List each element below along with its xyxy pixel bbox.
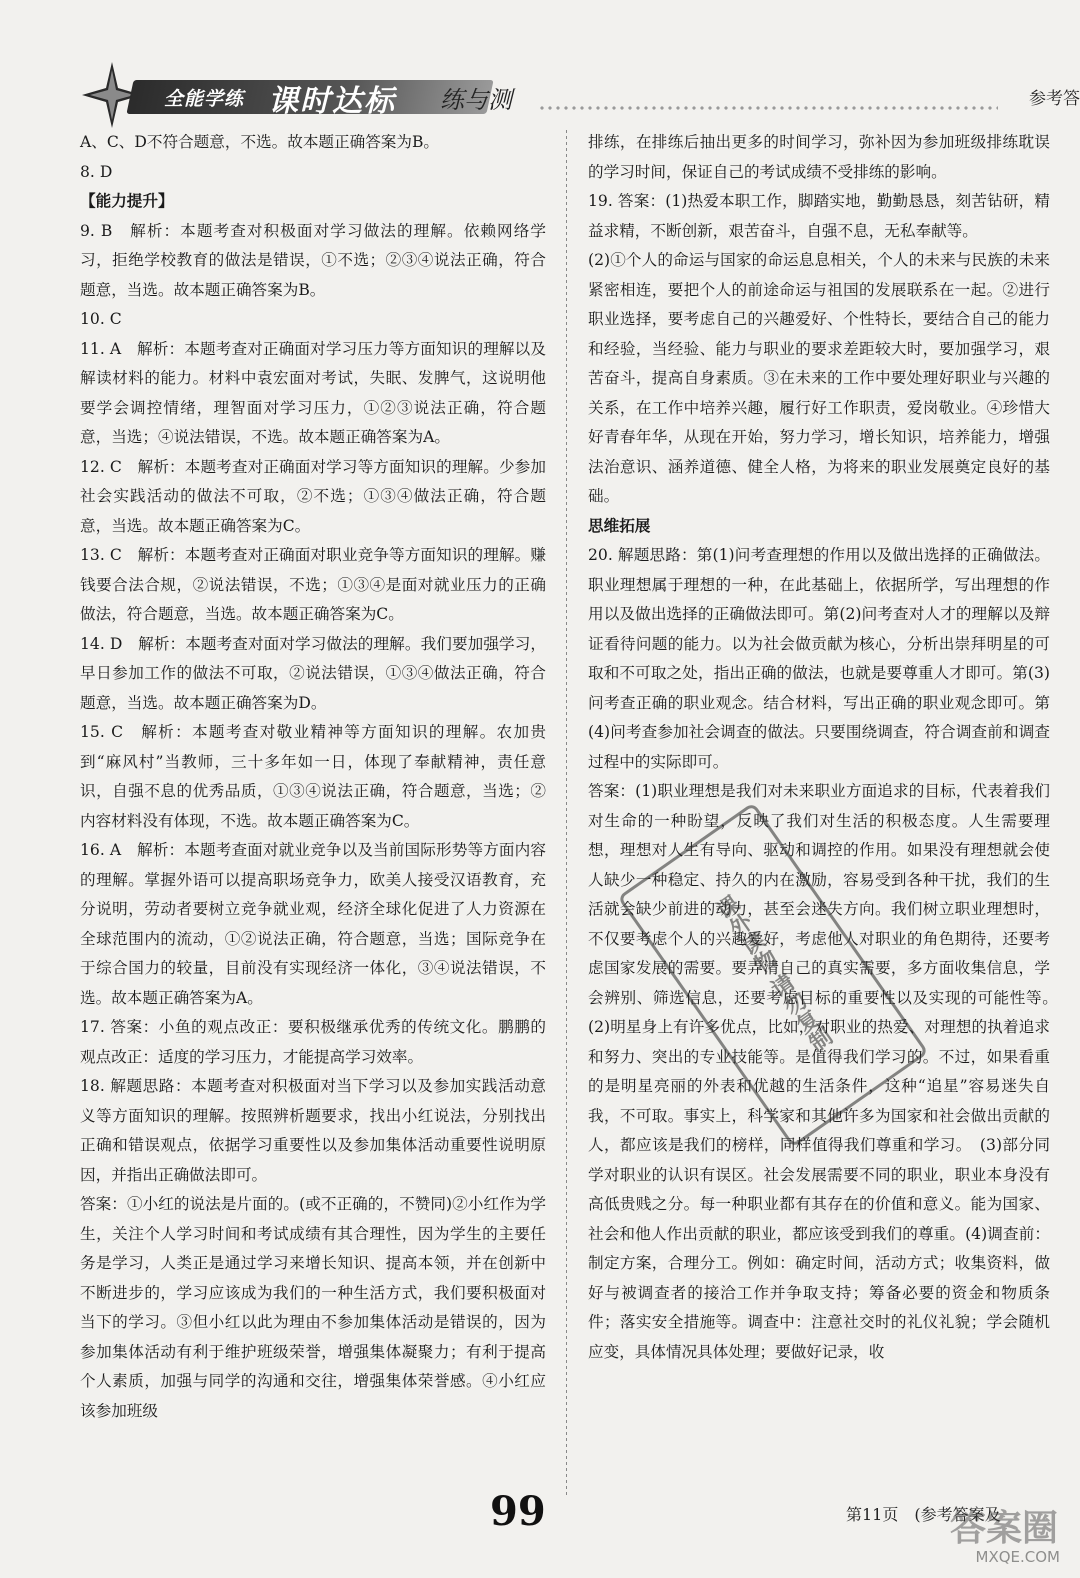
stamp-text: 课外读物 请勿复制 <box>709 891 836 1057</box>
brand-title: 课时达标 <box>268 84 396 119</box>
right-column <box>588 128 1066 1367</box>
page-number: 99 <box>490 1488 546 1535</box>
answer-paragraph: 11. A 解析：本题考查对正确面对学习压力等方面知识的理解以及解读材料的能力。材料中袁宏面对考试，失眠、发脾气，这说明他要学会调控情绪，理智面对学习压力，①②③说法正确，符合题意，当选；④说法错误，不选。故本题正确答案为A。 <box>80 339 546 446</box>
answer-paragraph: 15. C 解析：本题考查对敬业精神等方面知识的理解。农加贵到“麻风村”当教师，三十多年如一日，体现了奉献精神，责任意识，自强不息的优秀品质，①③④说法正确，符合题意，当选；②内容材料没有体现，不选。故本题正确答案为C。 <box>80 723 546 830</box>
answer-paragraph: 答案：①小红的说法是片面的。(或不正确的，不赞同)②小红作为学生，关注个人学习时间和考试成绩有其合理性，因为学生的主要任务是学习，人类正是通过学习来增长知识、提高本领，并在创新中不断进步的，学习应该成为我们的一种生活方式，我们要积极面对当下的学习。③但小红以此为理由不参加集体活动是错误的，因为参加集体活动有利于维护班级荣誉，增强集体凝聚力；有利于提高个人素质，加强与同学的沟通和交往，增强集体荣誉感。④小红应该参加班级 <box>80 1195 546 1420</box>
answer-paragraph: 8. D <box>80 162 113 181</box>
answer-paragraph: 14. D 解析：本题考查对面对学习做法的理解。我们要加强学习，早日参加工作的做法不可取，②说法错误，①③④做法正确，符合题意，当选。故本题正确答案为D。 <box>80 634 546 712</box>
left-column <box>80 128 546 1426</box>
site-watermark <box>890 1500 1070 1570</box>
brand-tag: 练与测 <box>440 86 512 114</box>
section-heading: 思维拓展 <box>588 516 651 535</box>
answer-paragraph: 13. C 解析：本题考查对正确面对职业竞争等方面知识的理解。赚钱要合法合规，②说法错误，不选；①③④是面对就业压力的正确做法，符合题意，当选。故本题正确答案为C。 <box>80 546 546 623</box>
answer-paragraph: A、C、D不符合题意，不选。故本题正确答案为B。 <box>80 133 440 151</box>
answer-paragraph: 20. 解题思路：第(1)问考查理想的作用以及做出选择的正确做法。职业理想属于理想的一种，在此基础上，依据所学，写出理想的作用以及做出选择的正确做法即可。第(2)问考查对人才的理解以及辩证看待问题的能力。以为社会做贡献为核心，分析出崇拜明星的可取和不可取之处，指出正确的做法，也就是要尊重人才即可。第(3)问考查正确的职业观念。结合材料，写出正确的职业观念即可。第(4)问考查参加社会调查的做法。只要围绕调查，符合调查前和调查过程中的实际即可。 <box>588 546 1050 771</box>
answer-paragraph: (2)①个人的命运与国家的命运息息相关，个人的未来与民族的未来紧密相连，要把个人的前途命运与祖国的发展联系在一起。②进行职业选择，要考虑自己的兴趣爱好、个性特长，要结合自己的能力和经验，当经验、能力与职业的要求差距较大时，要加强学习，艰苦奋斗，提高自身素质。③在未来的工作中要处理好职业与兴趣的关系，在工作中培养兴趣，履行好工作职责，爱岗敬业。④珍惜大好青春年华，从现在开始，努力学习，增长知识，培养能力，增强法治意识、涵养道德、健全人格，为将来的职业发展奠定良好的基础。 <box>588 251 1050 505</box>
answer-paragraph: 10. C <box>80 310 122 328</box>
page-header <box>70 62 1080 134</box>
header-dotted-rule <box>538 106 998 110</box>
brand-name: 全能学练 <box>164 88 245 110</box>
watermark-url: MXQE.COM <box>975 1548 1060 1566</box>
answer-paragraph: 9. B 解析：本题考查对积极面对学习做法的理解。依赖网络学习，拒绝学校教育的做法是错误，①不选；②③④说法正确，符合题意，当选。故本题正确答案为B。 <box>80 221 546 299</box>
answer-paragraph: 答案：(1)职业理想是我们对未来职业方面追求的目标，代表着我们对生命的一种盼望，反映了我们对生活的积极态度。人生需要理想，理想对人生有导向、驱动和调控的作用。如果没有理想就会使人缺少一种稳定、持久的内在激励，容易受到各种干扰，我们的生活就会缺少前进的动力，甚至会迷失方向。我们树立职业理想时，不仅要考虑个人的兴趣爱好，考虑他人对职业的角色期待，还要考虑国家发展的需要。要弄清自己的真实需要，多方面收集信息，学会辨别、筛选信息，还要考虑目标的重要性以及实现的可能性等。 (2)明星身上有许多优点，比如，对职业的热爱、对理想的执着追求和努力、突出的专业技能等。是值得我们学习的。不过，如果看重的是明星亮丽的外表和优越的生活条件，这种“追星”容易迷失自我，不可取。事实上，科学家和其他许多为国家和社会做出贡献的人，都应该是我们的榜样，同样值得我们尊重和学习。 (3)部分同学对职业的认识有误区。社会发展需要不同的职业，职业本身没有高低贵贱之分。每一种职业都有其存在的价值和意义。能为国家、社会和他人作出贡献的职业，都应该受到我们的尊重。(4)调查前：制定方案，合理分工。例如：确定时间，活动方式；收集资料，做好与被调查者的接洽工作并争取支持；筹备必要的资金和物质条件；落实安全措施等。调查中：注意社交时的礼仪礼貌；学会随机应变，具体情况具体处理；要做好记录，收 <box>588 782 1066 1361</box>
answer-paragraph: 19. 答案：(1)热爱本职工作，脚踏实地，勤勤恳恳，刻苦钻研，精益求精，不断创新，艰苦奋斗，自强不息，无私奉献等。 <box>588 192 1050 240</box>
column-divider <box>566 130 567 1495</box>
header-section-label: 参考答 <box>1023 84 1080 109</box>
watermark-logo: 答案圈 <box>949 1508 1058 1549</box>
answer-paragraph: 18. 解题思路：本题考查对积极面对当下学习以及参加实践活动意义等方面知识的理解。按照辨析题要求，找出小红说法，分别找出正确和错误观点，依据学习重要性以及参加集体活动重要性说明原因，并指出正确做法即可。 <box>80 1077 546 1184</box>
answer-paragraph: 排练，在排练后抽出更多的时间学习，弥补因为参加班级排练耽误的学习时间，保证自己的考试成绩不受排练的影响。 <box>588 133 1050 181</box>
answer-paragraph: 17. 答案：小鱼的观点改正：要积极继承优秀的传统文化。鹏鹏的观点改正：适度的学习压力，才能提高学习效率。 <box>80 1018 546 1066</box>
section-heading: 【能力提升】 <box>80 192 174 210</box>
answer-paragraph: 12. C 解析：本题考查对正确面对学习等方面知识的理解。少参加社会实践活动的做法不可取，②不选；①③④做法正确，符合题意，当选。故本题正确答案为C。 <box>80 457 546 535</box>
answer-paragraph: 16. A 解析：本题考查面对就业竞争以及当前国际形势等方面内容的理解。掌握外语可以提高职场竞争力，欧美人接受汉语教育，充分说明，劳动者要树立竞争就业观，经济全球化促进了人力资源在全球范围内的流动，①②说法正确，符合题意，当选；国际竞争在于综合国力的较量，目前没有实现经济一体化，③④说法错误，不选。故本题正确答案为A。 <box>80 841 546 1007</box>
footer-page-label: 第11页 (参考答案及 <box>846 1505 1001 1524</box>
